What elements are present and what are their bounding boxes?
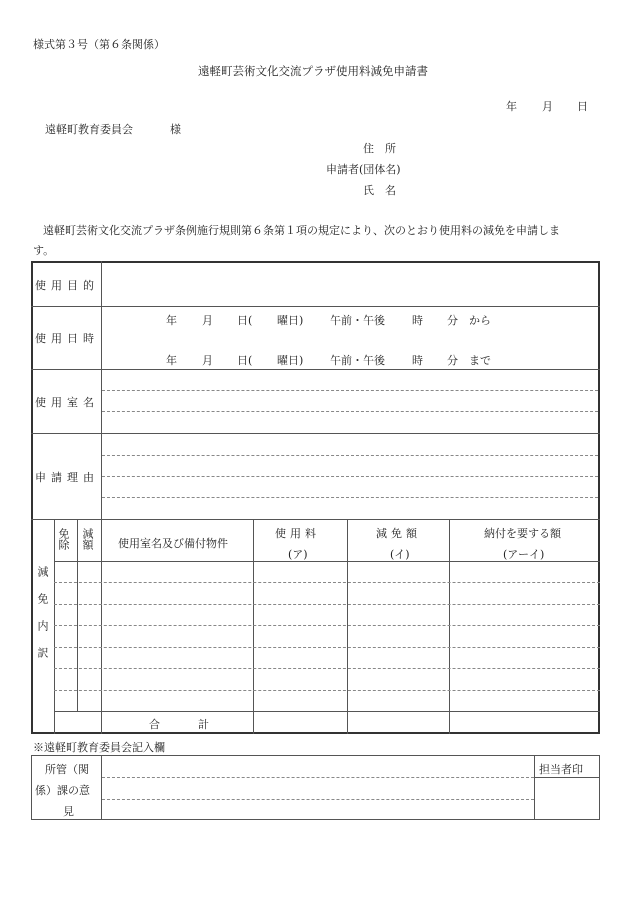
body-text-line1: 遠軽町芸術文化交流プラザ条例施行規則第６条第１項の規定により、次のとおり使用料の減免を申請しま — [43, 224, 560, 237]
exempt-divider — [77, 519, 78, 711]
date-day: 日 — [577, 100, 588, 113]
reason-line[interactable] — [102, 476, 598, 477]
breakdown-row-line[interactable] — [54, 582, 600, 583]
office-note: ※遠軽町教育委員会記入欄 — [33, 741, 165, 754]
datetime-label: 使用日時 — [35, 332, 99, 345]
from-ampm: 午前・午後 — [330, 314, 385, 327]
to-year: 年 — [166, 354, 177, 367]
to-weekday: 曜日) — [277, 354, 304, 367]
total-label-left: 合 — [149, 718, 160, 731]
from-day: 日( — [237, 314, 253, 327]
from-weekday: 曜日) — [277, 314, 304, 327]
office-table — [31, 755, 600, 820]
payable-col-sub: (アーイ) — [503, 548, 545, 561]
breakdown-row-line[interactable] — [54, 604, 600, 605]
payable-col-header: 納付を要する額 — [484, 527, 561, 540]
row-divider — [31, 433, 600, 434]
form-title: 遠軽町芸術文化交流プラザ使用料減免申請書 — [198, 64, 428, 78]
dept-label-1: 所管（関 — [45, 763, 89, 776]
reduce-divider — [101, 519, 102, 734]
to-month: 月 — [202, 354, 213, 367]
fee-col-divider — [347, 519, 348, 734]
breakdown-row-line[interactable] — [54, 690, 600, 691]
reduction-col-divider — [449, 519, 450, 734]
row-divider — [31, 519, 600, 520]
to-day: 日( — [237, 354, 253, 367]
dept-label-3: 見 — [63, 805, 74, 818]
reason-line[interactable] — [102, 497, 598, 498]
to-minute: 分 — [447, 354, 458, 367]
total-label-right: 計 — [198, 718, 209, 731]
addressee-name: 遠軽町教育委員会 — [45, 123, 133, 136]
to-hour: 時 — [412, 354, 423, 367]
from-month: 月 — [202, 314, 213, 327]
applicant-org-label: 申請者(団体名) — [326, 163, 401, 176]
date-year: 年 — [506, 100, 517, 113]
breakdown-row-line[interactable] — [54, 647, 600, 648]
applicant-name-label: 氏 名 — [363, 184, 396, 197]
row-divider — [31, 306, 600, 307]
reason-label: 申請理由 — [35, 470, 99, 484]
room-label: 使用室名 — [35, 395, 99, 409]
from-minute: 分 — [447, 314, 458, 327]
reason-line[interactable] — [102, 455, 598, 456]
row-divider — [31, 369, 600, 370]
date-month: 月 — [542, 100, 553, 113]
purpose-label: 使用目的 — [35, 278, 99, 292]
seal-header-divider — [534, 777, 600, 778]
reduction-col-sub: (イ) — [390, 548, 410, 561]
breakdown-row-line[interactable] — [54, 625, 600, 626]
room-col-divider — [253, 519, 254, 734]
breakdown-divider — [54, 519, 55, 734]
reduction-col-header: 減免額 — [376, 527, 421, 540]
room-name-line[interactable] — [102, 411, 598, 412]
opinion-line[interactable] — [102, 777, 534, 778]
body-text-line2: す。 — [33, 244, 55, 257]
addressee-honorific: 様 — [170, 123, 181, 136]
fee-col-sub: (ア) — [288, 548, 308, 561]
to-ampm: 午前・午後 — [330, 354, 385, 367]
total-row-divider — [54, 711, 600, 712]
from-year: 年 — [166, 314, 177, 327]
office-divider — [101, 755, 102, 820]
seal-label: 担当者印 — [539, 763, 583, 776]
fee-col-header: 使用料 — [275, 527, 320, 540]
to-suffix: まで — [469, 354, 491, 367]
from-suffix: から — [469, 314, 491, 327]
applicant-address-label: 住 所 — [363, 142, 396, 155]
seal-divider — [534, 755, 535, 820]
room-name-line[interactable] — [102, 390, 598, 391]
form-number: 様式第３号（第６条関係） — [33, 38, 165, 51]
reduce-col-header: 減額 — [81, 528, 94, 550]
breakdown-row-line[interactable] — [54, 668, 600, 669]
dept-label-2: 係）課の意 — [35, 784, 90, 797]
breakdown-label: 減免内訳 — [36, 566, 49, 674]
opinion-line[interactable] — [102, 799, 534, 800]
from-hour: 時 — [412, 314, 423, 327]
purpose-field[interactable] — [102, 263, 598, 306]
exempt-col-header: 免除 — [57, 528, 70, 550]
room-col-header: 使用室名及び備付物件 — [118, 537, 228, 550]
